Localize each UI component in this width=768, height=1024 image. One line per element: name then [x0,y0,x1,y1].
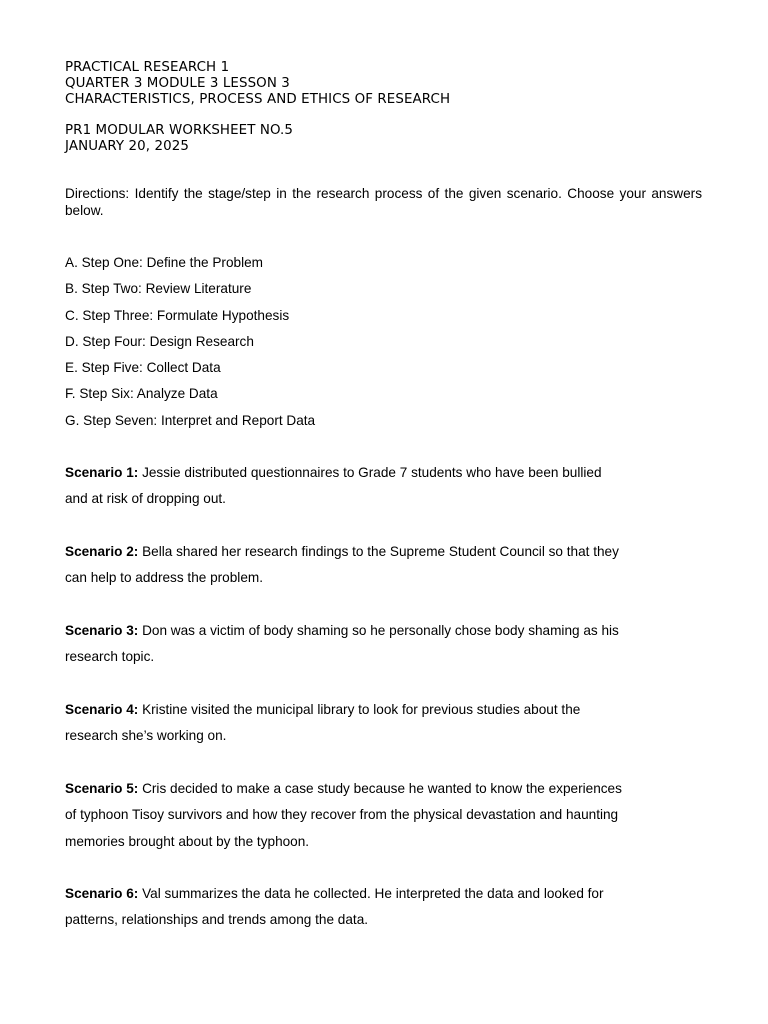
scenario-text: Kristine visited the municipal library to look for previous studies about the [138,702,581,717]
scenario-text: Bella shared her research findings to the Supreme Student Council so that they [138,544,619,559]
scenario-line [65,881,665,907]
scenario-text: can help to address the problem. [65,570,263,586]
scenario-text: research she’s working on. [65,728,227,744]
scenario-text: and at risk of dropping out. [65,491,226,507]
choice-item-f: F. Step Six: Analyze Data [65,386,218,402]
scenario-2 [65,539,665,592]
scenario-text: research topic. [65,649,155,665]
scenario-5 [65,776,705,855]
scenario-1 [65,460,665,513]
scenario-text: Val summarizes the data he collected. He interpreted the data and looked for [138,886,604,901]
scenario-3 [65,618,665,671]
directions-text: Directions: Identify the stage/step in the research process of the given scenario. Choose your answers below. [65,186,702,218]
scenario-line [65,539,665,565]
choice-item-g: G. Step Seven: Interpret and Report Data [65,412,316,428]
choice-item-e: E. Step Five: Collect Data [65,360,221,376]
worksheet-info [65,123,293,155]
scenario-line [65,697,665,723]
scenario-label: Scenario 5: [65,781,139,796]
scenario-line [65,460,665,486]
scenario-label: Scenario 2: [65,544,139,559]
scenario-6 [65,881,665,934]
module-lesson-title: QUARTER 3 MODULE 3 LESSON 3 [65,76,290,91]
worksheet-title: PR1 MODULAR WORKSHEET NO.5 [65,123,294,138]
scenario-label: Scenario 6: [65,886,139,901]
subject-title: PRACTICAL RESEARCH 1 [65,60,230,75]
scenario-text: Cris decided to make a case study because he wanted to know the experiences [138,781,622,796]
scenario-text: Don was a victim of body shaming so he personally chose body shaming as his [138,623,619,638]
answer-choices-list [65,254,315,438]
scenario-line [65,776,705,802]
choice-item-c: C. Step Three: Formulate Hypothesis [65,307,290,323]
choice-item-b: B. Step Two: Review Literature [65,281,252,297]
worksheet-date: JANUARY 20, 2025 [65,139,189,154]
choice-item-a: A. Step One: Define the Problem [65,255,263,270]
choice-item-d: D. Step Four: Design Research [65,333,254,349]
scenario-text: patterns, relationships and trends among the data. [65,912,369,928]
scenario-label: Scenario 1: [65,465,139,480]
scenario-4 [65,697,665,750]
scenario-label: Scenario 4: [65,702,139,717]
scenario-text: of typhoon Tisoy survivors and how they recover from the physical devastation and haunting [65,807,619,823]
scenario-text: memories brought about by the typhoon. [65,833,310,849]
scenario-text: Jessie distributed questionnaires to Grade 7 students who have been bullied [138,465,602,480]
lesson-topic-title: CHARACTERISTICS, PROCESS AND ETHICS OF RESEARCH [65,92,451,107]
scenario-line [65,618,665,644]
document-header [65,60,450,108]
scenario-label: Scenario 3: [65,623,139,638]
